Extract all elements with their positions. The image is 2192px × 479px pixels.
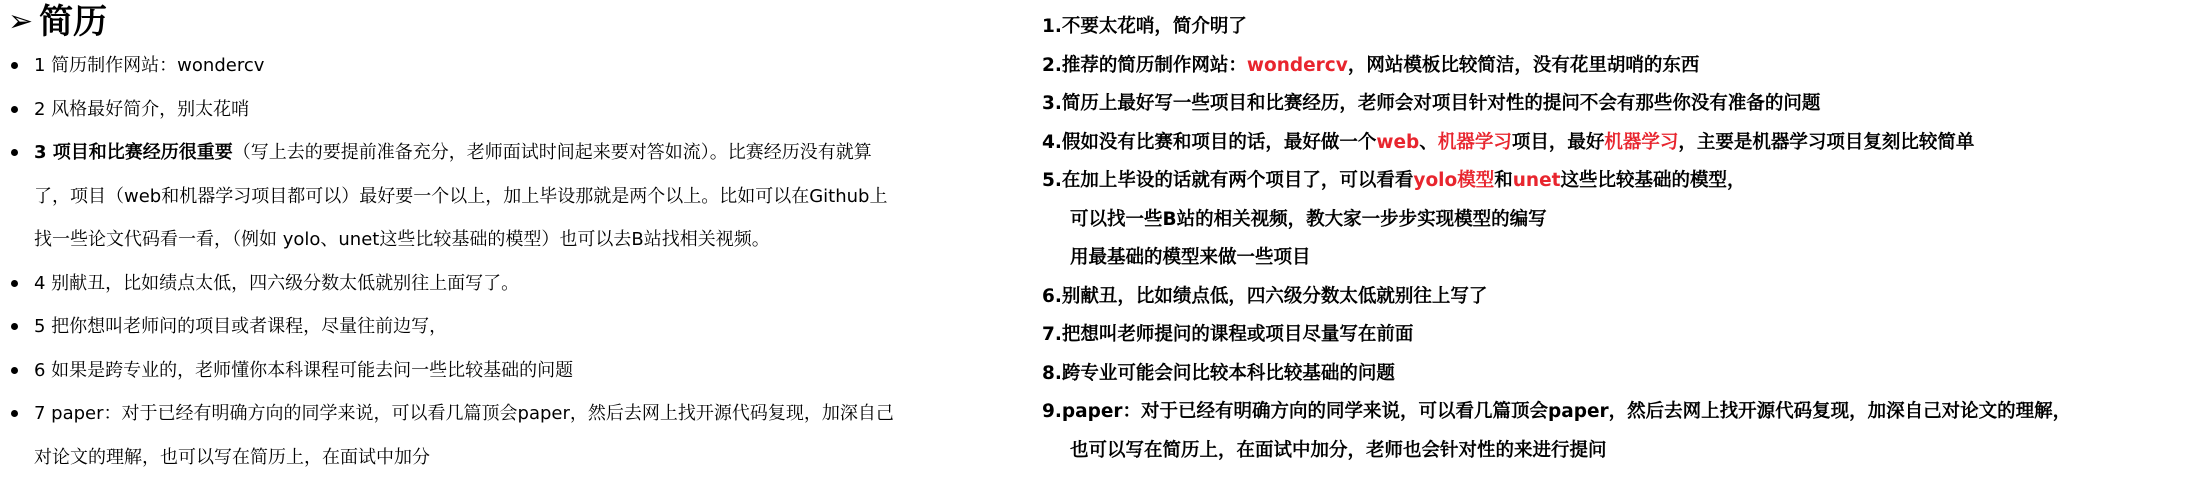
resume-tip-line — [8, 436, 1018, 479]
note-line — [1042, 166, 2187, 205]
note-highlight: web — [1376, 132, 1419, 153]
resume-tip-text: 找一些论文代码看一看，（例如 yolo、unet这些比较基础的模型）也可以去B站找相关视频。 — [34, 229, 770, 250]
resume-tip-text: 了，项目（web和机器学习项目都可以）最好要一个以上，加上毕设那就是两个以上。比如可以在Github上 — [34, 186, 887, 207]
note-text: 8.跨专业可能会问比较本科比较基础的问题 — [1042, 363, 1395, 384]
resume-tip-text: 1 简历制作网站：wondercv — [34, 55, 264, 76]
note-text: ，网站模板比较简洁，没有花里胡哨的东西 — [1348, 55, 1700, 76]
bullet-dot-icon — [11, 410, 18, 417]
resume-tip-line — [8, 88, 1018, 132]
note-text: 6.别献丑，比如绩点低，四六级分数太低就别往上写了 — [1042, 286, 1487, 307]
note-text: 4.假如没有比赛和项目的话，最好做一个 — [1042, 132, 1376, 153]
resume-tip-text: 5 把你想叫老师问的项目或者课程，尽量往前边写， — [34, 316, 447, 337]
note-highlight: 机器学习 — [1438, 132, 1512, 153]
note-line — [1042, 282, 2187, 321]
note-text: 1.不要太花哨，简介明了 — [1042, 16, 1247, 37]
resume-tips-list — [8, 44, 1018, 479]
note-line — [1042, 320, 2187, 359]
resume-tip-line — [8, 175, 1018, 219]
resume-tip-line — [8, 349, 1018, 393]
arrow-bullet-icon: ➢ — [8, 2, 33, 42]
note-text: 也可以写在简历上，在面试中加分，老师也会针对性的来进行提问 — [1070, 440, 1607, 461]
note-line — [1042, 359, 2187, 398]
note-text: 这些比较基础的模型， — [1560, 170, 1745, 191]
note-text: 3.简历上最好写一些项目和比赛经历，老师会对项目针对性的提问不会有那些你没有准备的问题 — [1042, 93, 1820, 114]
note-highlight: unet — [1513, 170, 1561, 191]
resume-tip-emphasis: 3 项目和比赛经历很重要 — [34, 142, 233, 163]
note-line — [1042, 243, 2187, 282]
resume-tip-text: 7 paper：对于已经有明确方向的同学来说，可以看几篇顶会paper，然后去网上找开源代码复现，加深自己 — [34, 403, 894, 424]
note-highlight: wondercv — [1247, 55, 1348, 76]
resume-tip-line — [8, 131, 1018, 175]
bullet-dot-icon — [11, 106, 18, 113]
note-text: 2.推荐的简历制作网站： — [1042, 55, 1247, 76]
resume-tip-text: （写上去的要提前准备充分，老师面试时间起来要对答如流）。比赛经历没有就算 — [233, 142, 872, 163]
note-line — [1042, 89, 2187, 128]
resume-title: 简历 — [39, 2, 107, 42]
note-text: ，主要是机器学习项目复刻比较简单 — [1678, 132, 1974, 153]
note-text: 9.paper：对于已经有明确方向的同学来说，可以看几篇顶会paper，然后去网上找开源代码复现，加深自己对论文的理解， — [1042, 401, 2071, 422]
bullet-dot-icon — [11, 280, 18, 287]
note-line — [1042, 397, 2187, 436]
note-line — [1042, 205, 2187, 244]
bullet-dot-icon — [11, 149, 18, 156]
bullet-dot-icon — [11, 367, 18, 374]
right-notes-panel — [1042, 12, 2187, 474]
note-line — [1042, 51, 2187, 90]
resume-tip-line — [8, 218, 1018, 262]
bullet-dot-icon — [11, 323, 18, 330]
resume-heading — [8, 0, 1018, 44]
resume-tip-text: 对论文的理解，也可以写在简历上，在面试中加分 — [34, 447, 430, 468]
note-text: 项目，最好 — [1512, 132, 1605, 153]
resume-tip-text: 6 如果是跨专业的，老师懂你本科课程可能去问一些比较基础的问题 — [34, 360, 573, 381]
note-text: 可以找一些B站的相关视频，教大家一步步实现模型的编写 — [1070, 209, 1547, 230]
resume-tip-line — [8, 44, 1018, 88]
note-highlight: yolo模型 — [1413, 170, 1494, 191]
resume-tip-text: 2 风格最好简介，别太花哨 — [34, 99, 249, 120]
resume-tip-line — [8, 262, 1018, 306]
resume-tip-line — [8, 392, 1018, 436]
note-line — [1042, 12, 2187, 51]
note-line — [1042, 436, 2187, 475]
bullet-dot-icon — [11, 62, 18, 69]
resume-tip-line — [8, 305, 1018, 349]
note-highlight: 机器学习 — [1604, 132, 1678, 153]
note-text: 7.把想叫老师提问的课程或项目尽量写在前面 — [1042, 324, 1413, 345]
note-text: 5.在加上毕设的话就有两个项目了，可以看看 — [1042, 170, 1413, 191]
left-notes-panel — [8, 0, 1018, 479]
note-line — [1042, 128, 2187, 167]
note-text: 、 — [1419, 132, 1438, 153]
note-text: 用最基础的模型来做一些项目 — [1070, 247, 1311, 268]
note-text: 和 — [1494, 170, 1513, 191]
resume-tip-text: 4 别献丑，比如绩点太低，四六级分数太低就别往上面写了。 — [34, 273, 519, 294]
